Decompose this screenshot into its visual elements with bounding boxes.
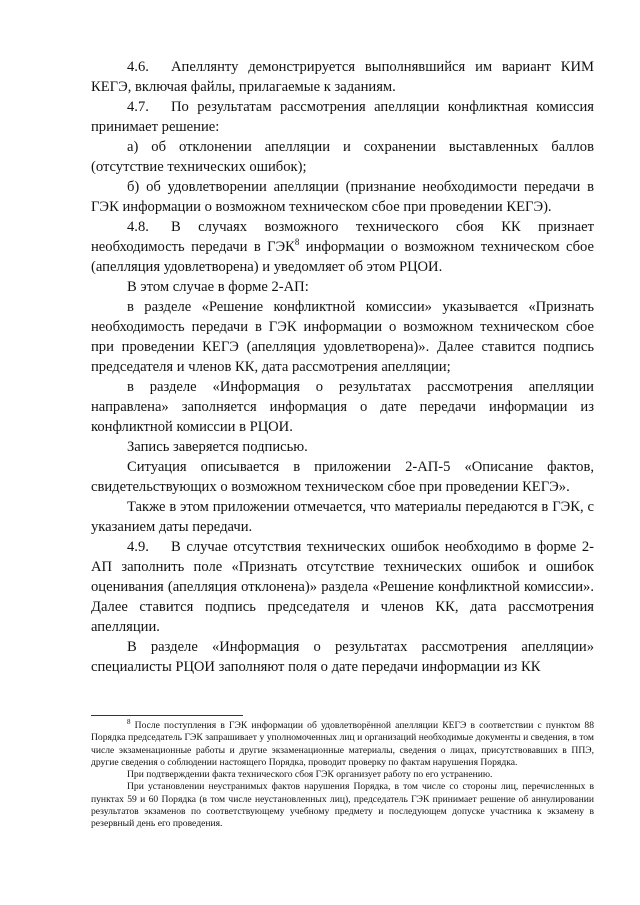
paragraph-4-9 <box>91 537 594 637</box>
paragraph-info: в разделе «Информация о результатах рассмотрения апелляции направлена» заполняется информация о дате передачи информации из конфликтной комиссии в РЦОИ. <box>91 379 594 435</box>
paragraph-situation: Ситуация описывается в приложении 2-АП-5 «Описание фактов, свидетельствующих о возможном техническом сбое при проведении КЕГЭ». <box>91 459 594 495</box>
paragraph-text: В случаях возможного технического сбоя КК признает необходимость передачи в ГЭК <box>91 219 594 255</box>
main-text <box>91 57 594 677</box>
footnote <box>91 717 594 831</box>
footnote-mark: 8 <box>127 717 131 726</box>
paragraph-4-7-a: а) об отклонении апелляции и сохранении выставленных баллов (отсутствие технических ошибок); <box>91 139 594 175</box>
paragraph-info-rcoi: В разделе «Информация о результатах рассмотрения апелляции» специалисты РЦОИ заполняют поля о дате передачи информации из КК <box>91 639 594 675</box>
item-number: 4.9. <box>127 539 149 555</box>
footnote-text: После поступления в ГЭК информации об удовлетворённой апелляции КЕГЭ в соответствии с пунктом 88 Порядка председатель ГЭК запрашивает у уполномоченных лиц и организаций необходимые документы и сведения, в том числе экзаменационные работы и другие экзаменационные материалы, сведения о лицах, присутствовавших в ППЭ, другие сведения о соблюдении настоящего Порядка, проводит проверку по фактам нарушения Порядка. <box>91 720 594 768</box>
item-number: 4.6. <box>127 59 149 75</box>
paragraph-4-8 <box>91 217 594 277</box>
paragraph-4-7 <box>91 97 594 137</box>
paragraph-4-7-b: б) об удовлетворении апелляции (признание необходимости передачи в ГЭК информации о возможном техническом сбое при проведении КЕГЭ). <box>91 179 594 215</box>
paragraph-4-6 <box>91 57 594 97</box>
paragraph-text: Апеллянту демонстрируется выполнявшийся им вариант КИМ КЕГЭ, включая файлы, прилагаемые к заданиям. <box>91 59 594 95</box>
paragraph-text: По результатам рассмотрения апелляции конфликтная комиссия принимает решение: <box>91 99 594 135</box>
paragraph-decision: в разделе «Решение конфликтной комиссии» указывается «Признать необходимость передачи в ГЭК информации о возможном техническом сбое при проведении КЕГЭ (апелляция удовлетворена)». Далее ставится подпись председателя и членов КК, дата рассмотрения апелляции; <box>91 299 594 375</box>
paragraph-text: информации о возможном техническом сбое (апелляция удовлетворена) и уведомляет об этом РЦОИ. <box>91 239 594 275</box>
footnote-separator <box>91 715 243 716</box>
paragraph-text: В случае отсутствия технических ошибок необходимо в форме 2-АП заполнить поле «Признать отсутствие технических ошибок и ошибок оценивания (апелляция отклонена)» раздела «Решение конфликтной комиссии». Далее ставится подпись председателя и членов КК, дата рассмотрения апелляции. <box>91 539 594 635</box>
paragraph-also: Также в этом приложении отмечается, что материалы передаются в ГЭК, с указанием даты передачи. <box>91 499 594 535</box>
item-number: 4.8. <box>127 219 149 235</box>
footnote-paragraph: При установлении неустранимых фактов нарушения Порядка, в том числе со стороны лиц, перечисленных в пунктах 59 и 60 Порядка (в том числе неустановленных лиц), председатель ГЭК принимает решение об аннулировании результатов экзаменов по соответствующему учебному предмету и последующем допуске участника к экзамену в резервный день его проведения. <box>91 781 594 830</box>
item-number: 4.7. <box>127 99 149 115</box>
footnote-reference: 8 <box>294 237 300 248</box>
footnote-paragraph <box>91 717 594 769</box>
paragraph-sign: Запись заверяется подписью. <box>127 439 308 455</box>
paragraph-form: В этом случае в форме 2-АП: <box>127 279 309 295</box>
footnote-paragraph: При подтверждении факта технического сбоя ГЭК организует работу по его устранению. <box>127 769 493 781</box>
